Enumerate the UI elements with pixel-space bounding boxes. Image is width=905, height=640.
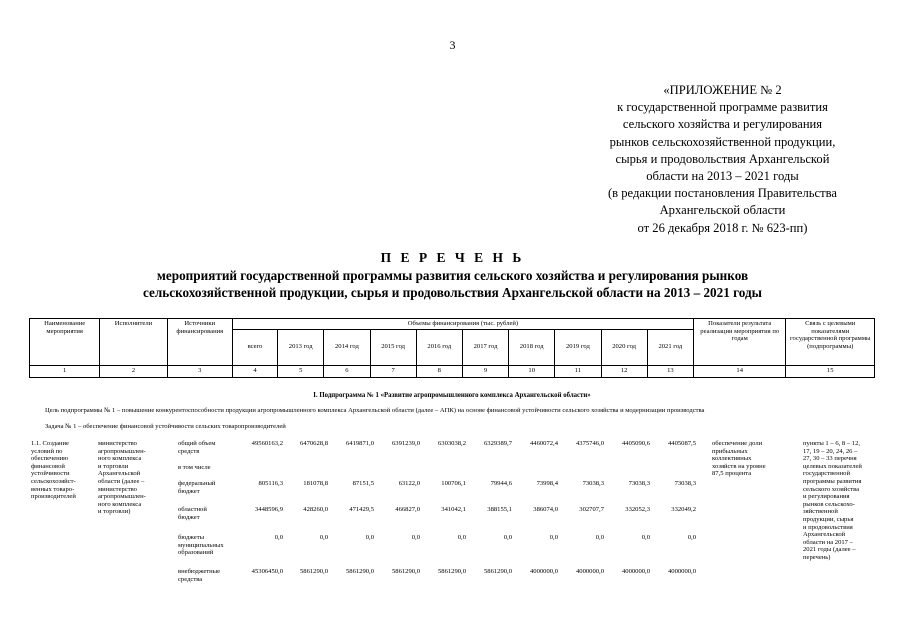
column-number: 1 [30, 365, 100, 377]
appendix-line: (в редакции постановления Правительства [607, 186, 838, 201]
funding-value: 0,0 [549, 534, 558, 541]
measure-indicators-line: коллективных [712, 455, 752, 463]
page-number: 3 [449, 38, 456, 52]
funding-value: 4375746,0 [575, 440, 604, 447]
funding-source [178, 506, 240, 521]
funding-value: 4460072,4 [529, 440, 558, 447]
appendix-line: сельского хозяйства и регулирования [622, 117, 823, 132]
measure-executors-line: министерство [98, 440, 137, 447]
funding-source-line: внебюджетные [178, 568, 221, 575]
funding-value: 45306450,0 [251, 568, 283, 575]
header-year: 2013 год [278, 329, 324, 365]
header-year: 2019 год [555, 329, 601, 365]
funding-value: 4405087,5 [667, 440, 696, 447]
column-number: 5 [278, 365, 324, 377]
funding-value: 332049,2 [671, 506, 696, 513]
measure-indicators-line: прибыльных [712, 447, 748, 455]
funding-source-line: муниципальных [178, 541, 224, 549]
measure-indicators-line: хозяйств на уровне [712, 462, 766, 470]
measure-link-line: 2021 годы (далее – [803, 546, 856, 554]
column-number: 14 [694, 365, 786, 377]
task-text: Задача № 1 – обеспечение финансовой устойчивости сельских товаропроизводителей [45, 423, 286, 430]
column-number: 12 [601, 365, 647, 377]
funding-value: 6391239,0 [391, 440, 420, 447]
appendix-line: «ПРИЛОЖЕНИЕ № 2 [663, 83, 782, 97]
measure-link-line: зяйственной [803, 508, 838, 516]
funding-value: 100706,1 [441, 480, 466, 487]
header-year: 2018 год [509, 329, 555, 365]
funding-source [178, 534, 240, 557]
funding-value: 0,0 [365, 534, 374, 541]
measure-link-line: программы развития [803, 477, 862, 485]
measure-link-line: государственной [803, 470, 850, 478]
measure-name-line: условий по [31, 447, 63, 455]
subtitle-line: мероприятий государственной программы развития сельского хозяйства и регулирования рынков [156, 268, 749, 283]
funding-value: 5861290,0 [299, 568, 328, 575]
funding-source [178, 464, 240, 472]
measure-link-line: пункты 1 – 6, 8 – 12, [803, 440, 861, 447]
column-number: 9 [462, 365, 508, 377]
funding-source-line: общий объем [178, 440, 216, 447]
header-sources: Источники финансирования [167, 319, 232, 366]
funding-value: 3448596,9 [254, 506, 283, 513]
measure-name-line: производителей [31, 493, 76, 501]
funding-value: 4000000,0 [667, 568, 696, 575]
appendix-line: рынков сельскохозяйственной продукции, [609, 134, 836, 149]
header-year: 2015 год [370, 329, 416, 365]
funding-value: 73038,3 [674, 480, 696, 487]
column-number: 6 [324, 365, 370, 377]
funding-value: 0,0 [503, 534, 512, 541]
funding-source [178, 480, 240, 495]
measure-link-line: сельского хозяйства [803, 485, 860, 493]
header-year: 2016 год [416, 329, 462, 365]
appendix-line: сырья и продовольствия Архангельской [615, 151, 830, 166]
funding-value: 0,0 [274, 534, 283, 541]
header-year: 2020 год [601, 329, 647, 365]
funding-source-line: бюджет [178, 513, 200, 521]
funding-source-line: образований [178, 549, 214, 557]
funding-value: 5861290,0 [483, 568, 512, 575]
appendix-block [560, 82, 885, 237]
funding-source-line: федеральный [178, 480, 216, 487]
measure-link-line: Архангельской [803, 531, 846, 539]
funding-source-line: в том числе [178, 464, 211, 471]
column-number: 10 [509, 365, 555, 377]
funding-value: 5861290,0 [391, 568, 420, 575]
measure-executors [98, 440, 164, 516]
document-title: П Е Р Е Ч Е Н Ь [380, 250, 525, 265]
appendix-line: к государственной программе развития [617, 100, 828, 115]
header-year: 2014 год [324, 329, 370, 365]
table-header [29, 318, 875, 378]
header-funding-group: Объемы финансирования (тыс. рублей) [232, 319, 693, 330]
column-number: 15 [786, 365, 875, 377]
appendix-line: области на 2013 – 2021 годы [646, 169, 799, 184]
funding-value: 6303038,2 [437, 440, 466, 447]
funding-source [178, 568, 240, 583]
funding-value: 49560163,2 [251, 440, 283, 447]
funding-value: 73038,3 [628, 480, 650, 487]
measure-link [803, 440, 875, 562]
funding-value: 5861290,0 [345, 568, 374, 575]
measure-name-line: венных товаро- [31, 485, 75, 493]
funding-value: 805116,3 [258, 480, 283, 487]
funding-value: 388155,1 [487, 506, 512, 513]
measure-link-line: 17, 19 – 20, 24, 26 – [803, 447, 858, 455]
measure-link-line: целевых показателей [803, 462, 862, 470]
funding-value: 87151,5 [352, 480, 374, 487]
measure-link-line: 27, 30 – 33 перечня [803, 455, 857, 463]
measure-name [31, 440, 97, 501]
funding-value: 428260,0 [303, 506, 328, 513]
measure-link-line: области на 2017 – [803, 538, 853, 546]
measure-indicators-line: 87,5 процента [712, 470, 752, 478]
column-number: 3 [167, 365, 232, 377]
funding-value: 0,0 [595, 534, 604, 541]
measure-executors-line: и торговли) [98, 508, 131, 516]
funding-source-line: средства [178, 575, 203, 583]
header-year: всего [232, 329, 277, 365]
funding-value: 471429,5 [349, 506, 374, 513]
funding-value: 332052,3 [625, 506, 650, 513]
measure-link-line: и регулирования [803, 493, 850, 501]
funding-value: 63122,0 [398, 480, 420, 487]
funding-value: 4000000,0 [529, 568, 558, 575]
measure-executors-line: агропромышлен- [98, 447, 146, 455]
funding-value: 6419871,0 [345, 440, 374, 447]
funding-value: 466827,0 [395, 506, 420, 513]
funding-value: 73038,3 [582, 480, 604, 487]
funding-value: 386074,0 [533, 506, 558, 513]
measure-name-line: обеспечению [31, 455, 69, 463]
funding-source [178, 440, 240, 455]
header-year: 2021 год [647, 329, 693, 365]
funding-source-line: средств [178, 447, 200, 455]
measure-link-line: перечень) [803, 553, 831, 561]
measure-link-line: и продовольствия [803, 523, 853, 531]
measure-name-line: сельскохозяйст- [31, 477, 76, 485]
funding-value: 302707,7 [579, 506, 604, 513]
funding-value: 4000000,0 [621, 568, 650, 575]
subtitle-line: сельскохозяйственной продукции, сырья и продовольствия Архангельской области на 2013 – 2021 годы [143, 285, 762, 300]
measure-executors-line: и торговли [98, 462, 129, 470]
funding-value: 79944,6 [490, 480, 512, 487]
funding-value: 0,0 [687, 534, 696, 541]
measure-name-line: устойчивости [31, 470, 70, 478]
funding-value: 73998,4 [536, 480, 558, 487]
subprogram-title: I. Подпрограмма № 1 «Развитие агропромышленного комплекса Архангельской области» [313, 392, 591, 399]
header-indicators: Показатели результата реализации мероприятия по годам [694, 319, 786, 366]
measure-executors-line: Архангельской [98, 470, 141, 478]
funding-value: 0,0 [641, 534, 650, 541]
funding-source-line: бюджеты [178, 534, 205, 541]
measure-executors-line: министерство [98, 485, 137, 493]
measure-name-line: 1.1. Создание [31, 440, 69, 447]
column-number: 13 [647, 365, 693, 377]
column-number: 7 [370, 365, 416, 377]
measure-executors-line: агропромышлен- [98, 493, 146, 501]
funding-value: 0,0 [319, 534, 328, 541]
measure-link-line: рынков сельскохо- [803, 500, 855, 508]
column-number: 4 [232, 365, 277, 377]
header-executors: Исполнители [100, 319, 167, 366]
document-subtitle [60, 267, 845, 301]
appendix-line: от 26 декабря 2018 г. № 623-пп) [637, 220, 808, 235]
funding-value: 6470628,8 [299, 440, 328, 447]
header-link: Связь с целевыми показателями государственной программы (подпрограммы) [786, 319, 875, 366]
funding-value: 4405090,6 [621, 440, 650, 447]
column-number: 8 [416, 365, 462, 377]
funding-value: 181078,8 [303, 480, 328, 487]
appendix-line: Архангельской области [659, 203, 786, 218]
measure-link-line: продукции, сырья [803, 515, 854, 523]
column-number: 11 [555, 365, 601, 377]
funding-value: 0,0 [411, 534, 420, 541]
measure-indicators [712, 440, 802, 478]
funding-source-line: областной [178, 506, 207, 513]
measure-indicators-line: обеспечение доли [712, 440, 763, 447]
measure-executors-line: области (далее – [98, 477, 145, 485]
column-number: 2 [100, 365, 167, 377]
measure-executors-line: ного комплекса [98, 500, 142, 508]
funding-source-line: бюджет [178, 487, 200, 495]
funding-value: 5861290,0 [437, 568, 466, 575]
goal-text: Цель подпрограммы № 1 – повышение конкурентоспособности продукции агропромышленного комплекса Архангельской области (далее – АПК) на основе финансовой устойчивости сельского хозяйства и модернизации производства [45, 407, 705, 414]
measure-name-line: финансовой [31, 462, 65, 470]
funding-value: 6329389,7 [483, 440, 512, 447]
funding-value: 0,0 [457, 534, 466, 541]
measure-executors-line: ного комплекса [98, 455, 142, 463]
funding-value: 341042,1 [441, 506, 466, 513]
header-name: Наименование мероприятия [30, 319, 100, 366]
funding-value: 4000000,0 [575, 568, 604, 575]
header-year: 2017 год [462, 329, 508, 365]
